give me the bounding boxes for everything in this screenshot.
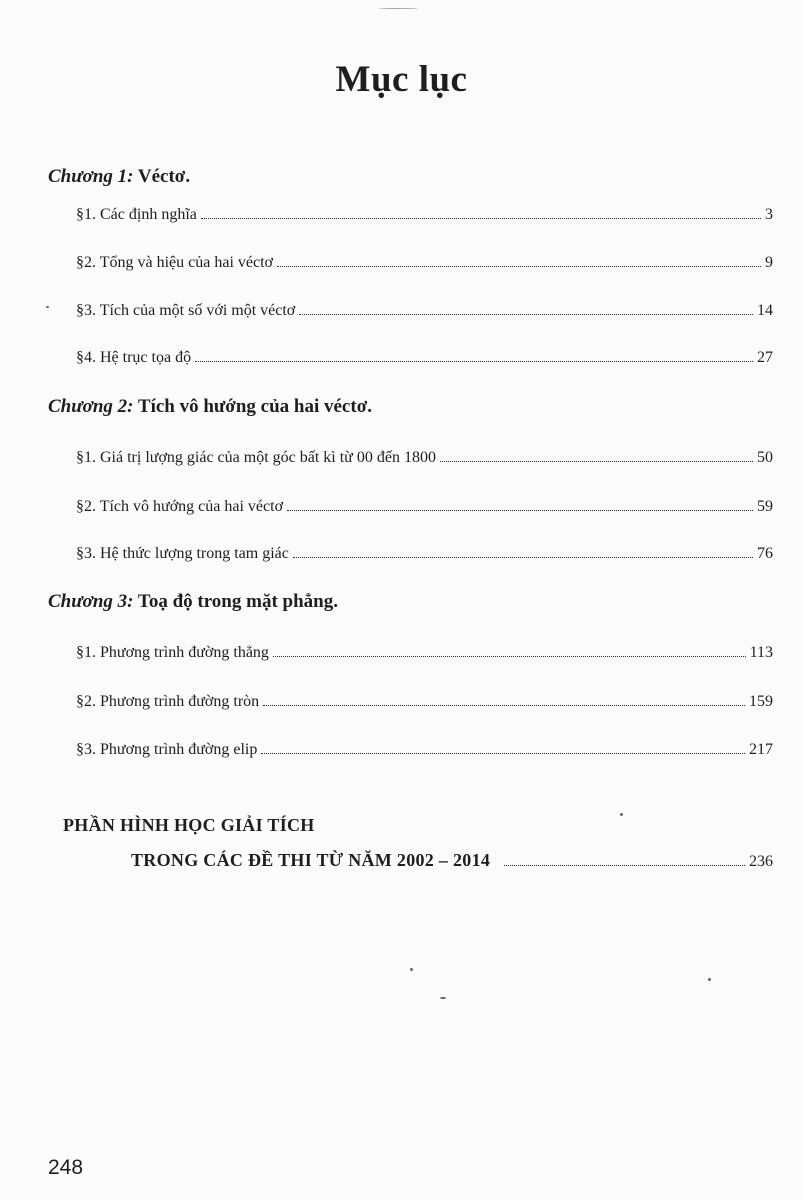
chapter-name: Toạ độ trong mặt phẳng. <box>137 591 338 612</box>
page-title: Mục lục <box>335 59 468 100</box>
toc-entry-page: 50 <box>757 449 773 466</box>
scan-speck <box>708 978 711 981</box>
toc-entry-page: 9 <box>765 254 773 271</box>
scan-speck <box>620 813 623 816</box>
chapter-heading <box>48 591 338 613</box>
toc-entry[interactable] <box>76 636 773 662</box>
dot-leader <box>504 865 745 866</box>
scan-speck <box>46 306 49 308</box>
toc-entry-title: §2. Tổng và hiệu của hai véctơ <box>76 254 273 271</box>
appendix-page: 236 <box>749 853 773 870</box>
toc-entry-page: 3 <box>765 206 773 223</box>
toc-entry-title: §3. Hệ thức lượng trong tam giác <box>76 545 289 562</box>
toc-entry[interactable] <box>76 537 773 563</box>
toc-entry-title: §3. Phương trình đường elip <box>76 741 258 758</box>
toc-entry-title: §1. Phương trình đường thẳng <box>76 644 269 661</box>
toc-entry-title: §2. Tích vô hướng của hai véctơ <box>76 498 284 515</box>
appendix-subheading: TRONG CÁC ĐỀ THI TỪ NĂM 2002 – 2014 <box>131 850 491 870</box>
dot-leader <box>277 266 761 267</box>
appendix-entry[interactable] <box>131 845 773 871</box>
chapter-heading <box>48 396 372 418</box>
page-number: 248 <box>48 1156 84 1179</box>
toc-entry[interactable] <box>76 490 773 516</box>
dot-leader <box>299 314 753 315</box>
toc-entry-page: 76 <box>757 545 773 562</box>
chapter-label: Chương 2: <box>48 396 134 417</box>
toc-entry[interactable] <box>76 198 773 224</box>
dot-leader <box>261 753 745 754</box>
toc-entry[interactable] <box>76 294 773 320</box>
toc-entry-title: §1. Các định nghĩa <box>76 206 197 223</box>
toc-entry[interactable] <box>76 733 773 759</box>
toc-entry[interactable] <box>76 246 773 272</box>
toc-entry-title: §1. Giá trị lượng giác của một góc bất kì từ 00 đến 1800 <box>76 449 436 466</box>
toc-entry-page: 27 <box>757 349 773 366</box>
toc-entry[interactable] <box>76 685 773 711</box>
scan-speck <box>440 997 446 999</box>
dot-leader <box>287 510 753 511</box>
chapter-label: Chương 3: <box>48 591 134 612</box>
toc-entry-page: 113 <box>749 644 773 661</box>
toc-entry-title: §2. Phương trình đường tròn <box>76 693 260 710</box>
dot-leader <box>201 218 761 219</box>
dot-leader <box>263 705 745 706</box>
dot-leader <box>440 461 753 462</box>
dot-leader <box>273 656 746 657</box>
toc-entry-page: 217 <box>749 741 773 758</box>
toc-entry-page: 159 <box>749 693 773 710</box>
dot-leader <box>195 361 753 362</box>
chapter-name: Tích vô hướng của hai véctơ. <box>137 396 372 417</box>
appendix-heading: PHẦN HÌNH HỌC GIẢI TÍCH <box>63 815 315 835</box>
toc-entry-title: §3. Tích của một số với một véctơ <box>76 302 296 319</box>
toc-entry[interactable] <box>76 441 773 467</box>
chapter-heading <box>48 166 190 188</box>
scan-speck <box>378 8 418 9</box>
toc-entry-title: §4. Hệ trục tọa độ <box>76 349 192 366</box>
dot-leader <box>293 557 753 558</box>
toc-entry-page: 59 <box>757 498 773 515</box>
scan-speck <box>410 968 413 971</box>
chapter-name: Véctơ. <box>137 166 191 187</box>
toc-entry[interactable] <box>76 341 773 367</box>
chapter-label: Chương 1: <box>48 166 134 187</box>
toc-entry-page: 14 <box>757 302 773 319</box>
